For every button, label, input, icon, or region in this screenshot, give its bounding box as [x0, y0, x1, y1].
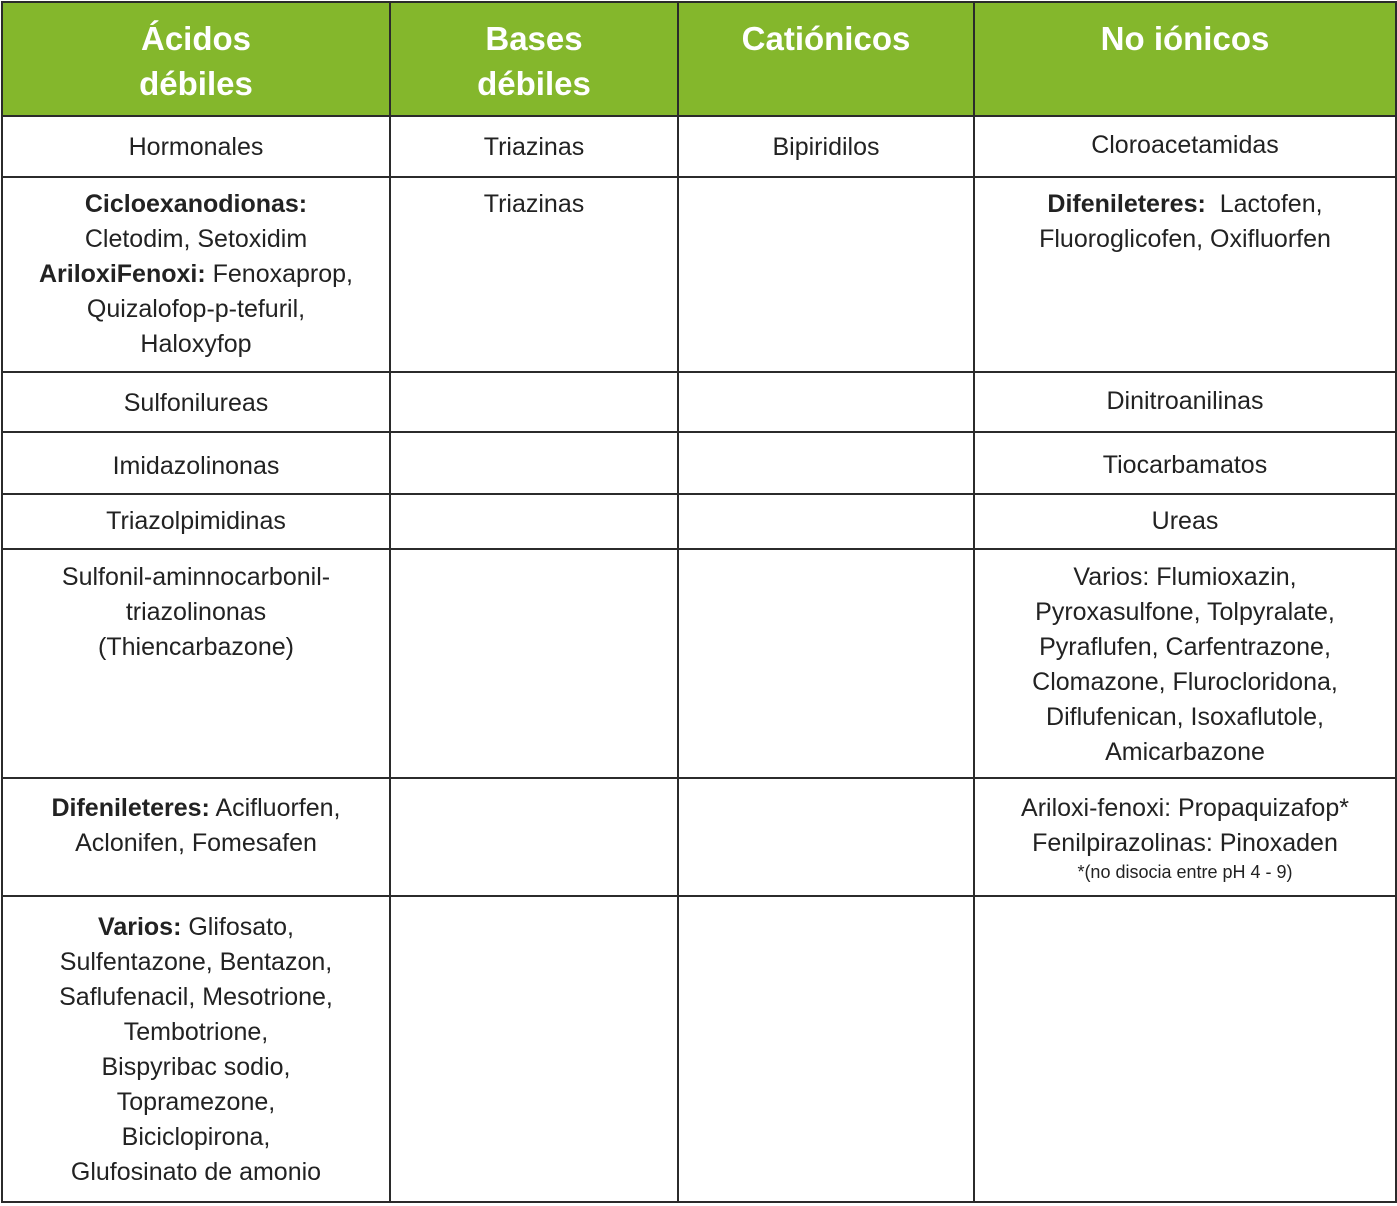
- table-row: [2, 778, 1396, 896]
- header-no-ionicos: No iónicos: [974, 2, 1396, 116]
- text-diflufenican: Diflufenican, Isoxaflutole,: [1046, 703, 1324, 731]
- cell-no-ionicos: [974, 778, 1396, 896]
- cell-no-ionicos: [974, 549, 1396, 778]
- line-varios-acidos: [9, 910, 383, 945]
- cell-acidos: [2, 896, 390, 1202]
- cell-bases: [390, 494, 678, 549]
- cell-acidos: Imidazolinonas: [2, 432, 390, 494]
- cell-cationicos: [678, 549, 974, 778]
- text-thiencarbazone: (Thiencarbazone): [98, 633, 294, 661]
- text-triazolinonas: triazolinonas: [125, 598, 267, 626]
- cell-no-ionicos: Ureas: [974, 494, 1396, 549]
- text-aclonifen: Aclonifen, Fomesafen: [75, 829, 317, 857]
- cell-bases: Triazinas: [390, 177, 678, 372]
- cell-acidos: Triazolpimidinas: [2, 494, 390, 549]
- text-fenilpirazolinas: Fenilpirazolinas: Pinoxaden: [1032, 829, 1338, 857]
- text-varios-flumioxazin: Varios: Flumioxazin,: [1073, 563, 1297, 591]
- text-saflufenacil: Saflufenacil, Mesotrione,: [59, 983, 333, 1011]
- label-varios-acidos: Varios:: [98, 913, 182, 941]
- text-sulfonil-aminnocarbonil: Sulfonil-aminnocarbonil-: [61, 563, 331, 591]
- cell-cationicos: [678, 896, 974, 1202]
- text-topramezone: Topramezone,: [116, 1088, 276, 1116]
- cell-acidos: [2, 778, 390, 896]
- cell-cationicos: [678, 177, 974, 372]
- cell-no-ionicos: Tiocarbamatos: [974, 432, 1396, 494]
- table-row: [2, 896, 1396, 1202]
- cell-cationicos: [678, 432, 974, 494]
- label-difenileteres-acidos: Difenileteres:: [51, 794, 210, 822]
- text-fluoroglicofen: Fluoroglicofen, Oxifluorfen: [1039, 225, 1331, 253]
- text-acifluorfen: Acifluorfen,: [209, 794, 341, 822]
- cell-cationicos: [678, 372, 974, 432]
- cell-bases: [390, 432, 678, 494]
- cell-bases: Triazinas: [390, 116, 678, 177]
- cell-acidos: Sulfonilureas: [2, 372, 390, 432]
- text-amicarbazone: Amicarbazone: [1105, 738, 1265, 766]
- cell-cationicos: [678, 494, 974, 549]
- table-row: [2, 432, 1396, 494]
- cell-bases: [390, 778, 678, 896]
- line-difenileteres-acidos: [9, 791, 383, 826]
- cell-bases: [390, 896, 678, 1202]
- text-quizalofop: Quizalofop-p-tefuril,: [86, 295, 306, 323]
- text-tembotrione: Tembotrione,: [123, 1018, 269, 1046]
- text-cletodim: Cletodim, Setoxidim: [84, 225, 308, 253]
- cell-acidos: Hormonales: [2, 116, 390, 177]
- cell-acidos: [2, 177, 390, 372]
- text-haloxyfop: Haloxyfop: [140, 330, 252, 358]
- herbicide-classification-table: [1, 1, 1397, 1203]
- label-difenileteres: Difenileteres:: [1047, 190, 1206, 218]
- table-row: [2, 549, 1396, 778]
- text-clomazone: Clomazone, Flurocloridona,: [1032, 668, 1338, 696]
- table-row: [2, 177, 1396, 372]
- text-ariloxi-fenoxi: Ariloxi-fenoxi: Propaquizafop*: [1021, 794, 1349, 822]
- table-row: [2, 116, 1396, 177]
- text-pyraflufen: Pyraflufen, Carfentrazone,: [1039, 633, 1331, 661]
- header-row: [2, 2, 1396, 116]
- line-ariloxifenoxi: [9, 257, 383, 292]
- text-glifosato: Glifosato,: [181, 913, 294, 941]
- text-fenoxaprop: Fenoxaprop,: [205, 260, 353, 288]
- cell-cationicos: [678, 778, 974, 896]
- text-sulfentazone: Sulfentazone, Bentazon,: [59, 948, 333, 976]
- header-bases-debiles: [390, 2, 678, 116]
- text-bispyribac: Bispyribac sodio,: [101, 1053, 291, 1081]
- header-cationicos: Catiónicos: [678, 2, 974, 116]
- cell-no-ionicos: [974, 177, 1396, 372]
- text-lactofen: Lactofen,: [1205, 190, 1323, 218]
- text-glufosinato: Glufosinato de amonio: [70, 1158, 322, 1186]
- cell-no-ionicos: Dinitroanilinas: [974, 372, 1396, 432]
- table-row: [2, 372, 1396, 432]
- header-acidos-line1: Ácidos: [140, 20, 252, 57]
- header-bases-line1: Bases: [485, 20, 583, 57]
- line-difenileteres: [981, 187, 1389, 222]
- cell-bases: [390, 372, 678, 432]
- cell-cationicos: Bipiridilos: [678, 116, 974, 177]
- cell-no-ionicos: Cloroacetamidas: [974, 116, 1396, 177]
- cell-no-ionicos: [974, 896, 1396, 1202]
- table-row: [2, 494, 1396, 549]
- cell-bases: [390, 549, 678, 778]
- header-acidos-debiles: [2, 2, 390, 116]
- label-ariloxifenoxi: AriloxiFenoxi:: [38, 260, 206, 288]
- label-cicloexanodionas: Cicloexanodionas:: [84, 190, 308, 218]
- text-pyroxasulfone: Pyroxasulfone, Tolpyralate,: [1035, 598, 1335, 626]
- footnote-no-disocia: *(no disocia entre pH 4 - 9): [1077, 862, 1293, 882]
- cell-acidos: [2, 549, 390, 778]
- header-bases-line2: débiles: [477, 65, 591, 102]
- text-biciclopirona: Biciclopirona,: [121, 1123, 271, 1151]
- header-acidos-line2: débiles: [139, 65, 253, 102]
